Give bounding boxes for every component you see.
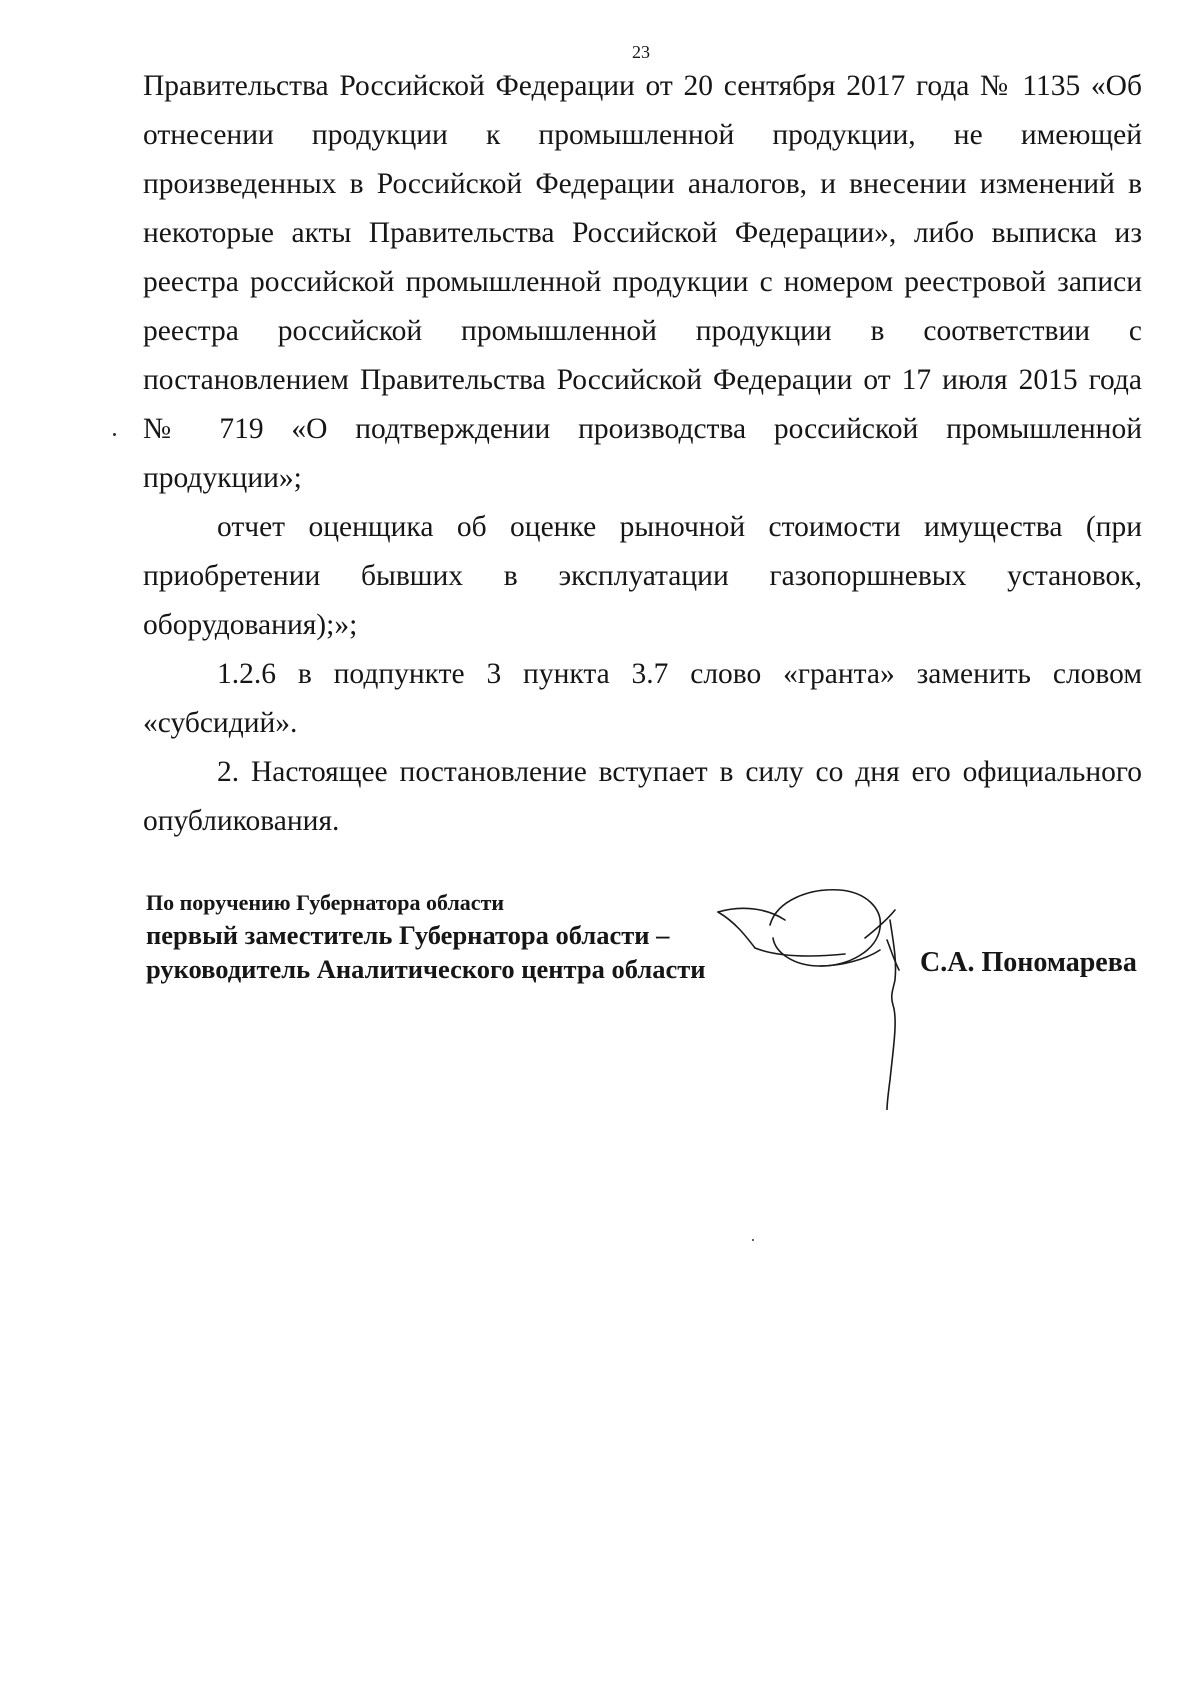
paragraph-effective-date: 2. Настоящее постановление вступает в силу со дня его официального опубликования. [143, 756, 1142, 837]
handwritten-signature [715, 880, 935, 1110]
paragraph-continuation: Правительства Российской Федерации от 20 сентября 2017 года № 1135 «Об отнесении продукции к промышленной продукции, не имеющей произведенных в Российской Федерации аналогов, и внесении изменений в некоторые акты Правительства Российской Федерации», либо выписка из реестра российской промышленной продукции с номером реестровой записи реестра российской промышленной продукции в соответствии с постановлением Правительства Российской Федерации от 17 июля 2015 года № 719 «О подтверждении производства российской промышленной продукции»; [143, 70, 1142, 494]
signer-name: С.А. Пономарева [920, 947, 1137, 978]
signature-position-line: руководитель Аналитического центра области [146, 954, 706, 984]
document-body [143, 62, 1142, 846]
signature-position-line: первый заместитель Губернатора области – [146, 920, 670, 950]
paragraph-amendment-1-2-6: 1.2.6 в подпункте 3 пункта 3.7 слово «гранта» заменить словом «субсидий». [143, 658, 1142, 739]
paragraph-appraiser-report: отчет оценщика об оценке рыночной стоимости имущества (при приобретении бывших в эксплуатации газопоршневых установок, оборудования);»; [143, 511, 1142, 641]
scan-speck [752, 1239, 754, 1241]
scan-speck [113, 433, 116, 436]
page-number: 23 [632, 42, 650, 62]
signature-authority-line: По поручению Губернатора области [146, 890, 505, 915]
